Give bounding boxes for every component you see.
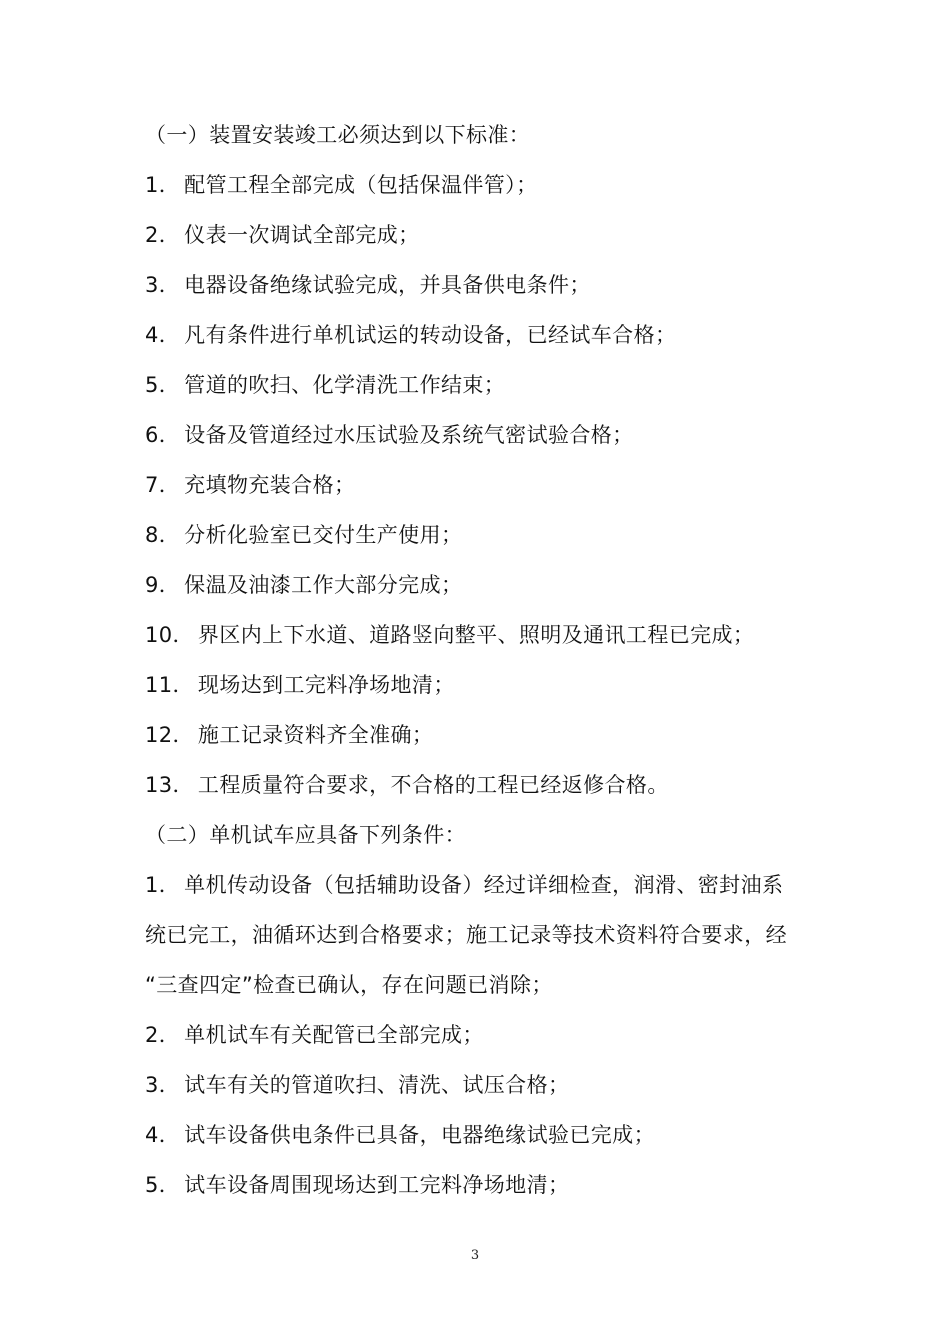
list-item — [145, 770, 825, 800]
item-number: 11． — [145, 673, 194, 697]
list-item — [145, 1170, 825, 1200]
item-text: 试车有关的管道吹扫、清洗、试压合格； — [184, 1073, 570, 1097]
item-text: 充填物充装合格； — [184, 473, 356, 497]
item-text: 现场达到工完料净场地清； — [197, 673, 455, 697]
list-item — [145, 620, 825, 650]
item-number: 7． — [145, 473, 181, 497]
list-item — [145, 170, 825, 200]
item-number: 13． — [145, 773, 194, 797]
list-item — [145, 470, 825, 500]
item-text-continuation: 统已完工，油循环达到合格要求；施工记录等技术资料符合要求，经 — [145, 923, 787, 947]
item-text: 单机试车有关配管已全部完成； — [184, 1023, 484, 1047]
list-item — [145, 320, 825, 350]
list-item — [145, 1070, 825, 1100]
list-item — [145, 1020, 825, 1050]
item-text: 试车设备供电条件已具备，电器绝缘试验已完成； — [184, 1123, 655, 1147]
item-text: 施工记录资料齐全准确； — [197, 723, 434, 747]
list-item — [145, 570, 825, 600]
item-text: 界区内上下水道、道路竖向整平、照明及通讯工程已完成； — [197, 623, 755, 647]
item-number: 1． — [145, 873, 181, 897]
item-number: 6． — [145, 423, 181, 447]
list-item — [145, 520, 825, 550]
item-number: 5． — [145, 1173, 181, 1197]
item-text: 试车设备周围现场达到工完料净场地清； — [184, 1173, 570, 1197]
item-number: 3． — [145, 1073, 181, 1097]
list-item — [145, 370, 825, 400]
item-number: 9． — [145, 573, 181, 597]
item-number: 12． — [145, 723, 194, 747]
list-item — [145, 420, 825, 450]
item-text: 保温及油漆工作大部分完成； — [184, 573, 463, 597]
item-number: 1． — [145, 173, 181, 197]
section-1-heading: （一）装置安装竣工必须达到以下标准： — [145, 123, 531, 147]
page-number: 3 — [470, 1248, 480, 1263]
section-2-heading: （二）单机试车应具备下列条件： — [145, 823, 466, 847]
list-item — [145, 270, 825, 300]
item-text: 分析化验室已交付生产使用； — [184, 523, 463, 547]
list-item — [145, 220, 825, 250]
item-number: 10． — [145, 623, 194, 647]
item-text: 仪表一次调试全部完成； — [184, 223, 420, 247]
item-text: 配管工程全部完成（包括保温伴管）； — [184, 173, 538, 197]
item-text: 管道的吹扫、化学清洗工作结束； — [184, 373, 506, 397]
item-text: 设备及管道经过水压试验及系统气密试验合格； — [184, 423, 634, 447]
item-text: 凡有条件进行单机试运的转动设备，已经试车合格； — [184, 323, 677, 347]
item-number: 8． — [145, 523, 181, 547]
item-number: 5． — [145, 373, 181, 397]
list-item — [145, 720, 825, 750]
list-item — [145, 1120, 825, 1150]
list-item — [145, 870, 825, 900]
item-text: 工程质量符合要求，不合格的工程已经返修合格。 — [197, 773, 669, 797]
item-number: 2． — [145, 223, 181, 247]
item-number: 4． — [145, 323, 181, 347]
item-text: 电器设备绝缘试验完成，并具备供电条件； — [184, 273, 591, 297]
list-item — [145, 670, 825, 700]
item-number: 3． — [145, 273, 181, 297]
item-text-continuation: “三查四定”检查已确认，存在问题已消除； — [145, 973, 553, 997]
item-number: 2． — [145, 1023, 181, 1047]
item-text: 单机传动设备（包括辅助设备）经过详细检查，润滑、密封油系 — [184, 873, 784, 897]
item-number: 4． — [145, 1123, 181, 1147]
